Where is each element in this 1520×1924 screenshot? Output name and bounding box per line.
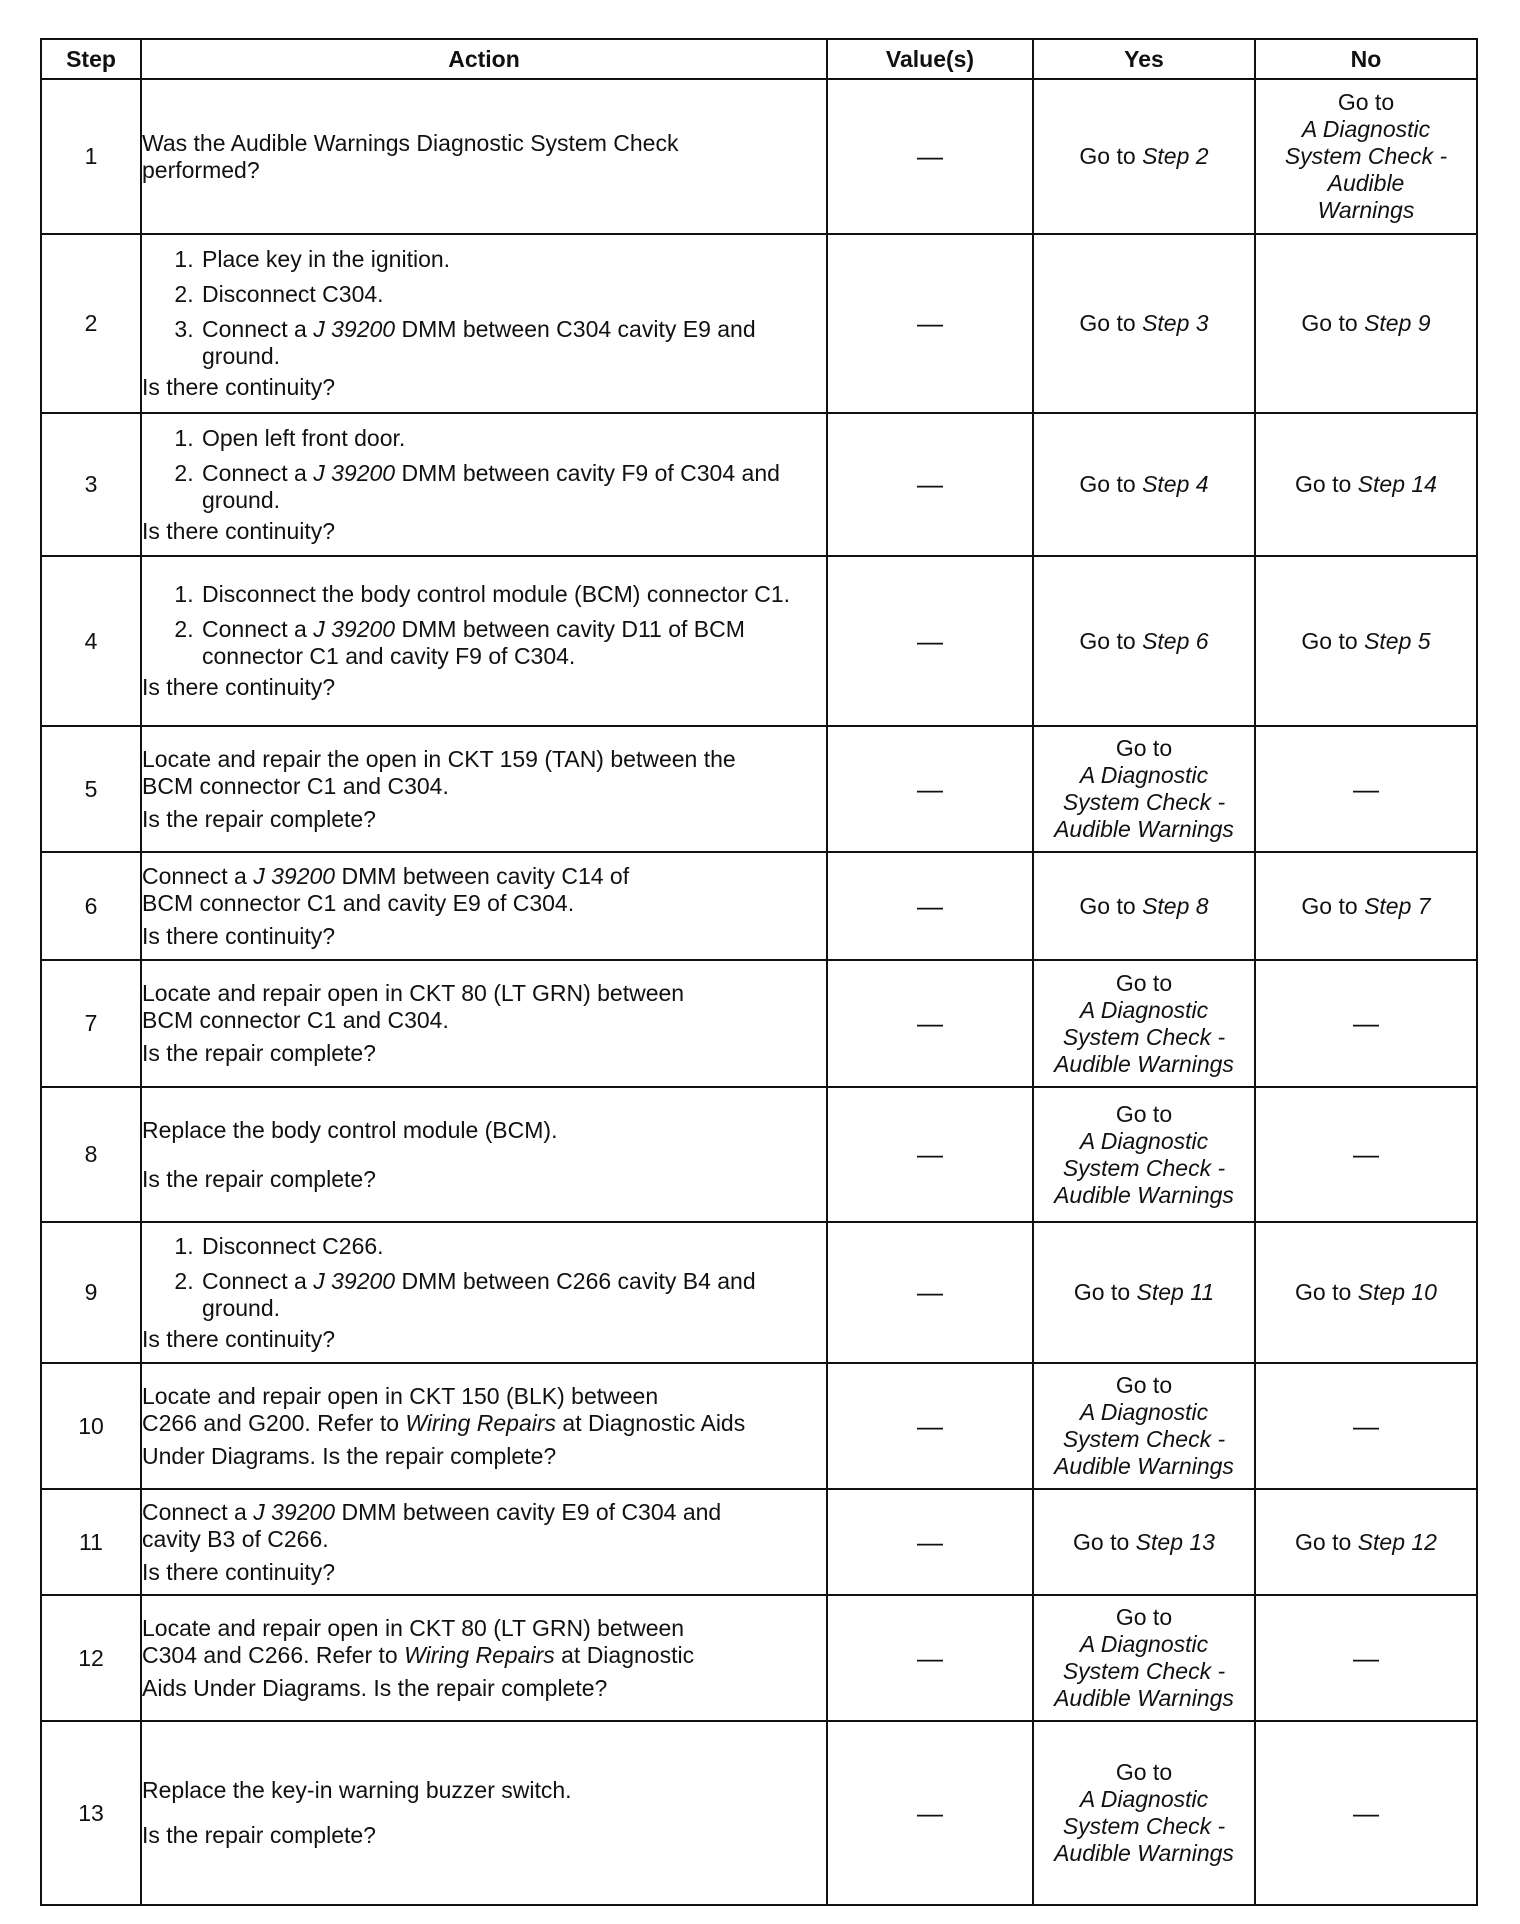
- action-item: 1. Place key in the ignition.: [200, 246, 826, 273]
- step-number: 12: [41, 1595, 141, 1721]
- yes-cell: Go to Step 13: [1033, 1489, 1255, 1595]
- yes-cell: Go to A Diagnostic System Check - Audible Warnings: [1033, 726, 1255, 852]
- action-question: Is there continuity?: [142, 674, 336, 700]
- no-cell: —: [1255, 1595, 1477, 1721]
- no-cell: Go to Step 12: [1255, 1489, 1477, 1595]
- yes-cell: [1033, 79, 1255, 234]
- header-values: Value(s): [827, 39, 1033, 79]
- no-cell: —: [1255, 960, 1477, 1087]
- step-number: 8: [41, 1087, 141, 1222]
- table-row: [41, 1721, 1477, 1905]
- action-list: [142, 1233, 826, 1322]
- action-cell: [141, 556, 827, 726]
- value-cell: —: [827, 1222, 1033, 1363]
- table-row: [41, 1489, 1477, 1595]
- action-question: Is there continuity?: [142, 1558, 336, 1585]
- yes-cell: Go to A Diagnostic System Check - Audible Warnings: [1033, 960, 1255, 1087]
- step-number: 11: [41, 1489, 141, 1595]
- diag-check-ref: A Diagnostic System Check - Audible Warnings: [1054, 1631, 1234, 1711]
- diag-check-ref: A Diagnostic System Check - Audible Warnings: [1054, 1399, 1234, 1479]
- action-item: 2. Connect a J 39200 DMM between cavity D11 of BCM connector C1 and cavity F9 of C304.: [200, 616, 826, 670]
- action-text: performed?: [142, 156, 260, 183]
- table-row: [41, 726, 1477, 852]
- table-row: [41, 852, 1477, 960]
- no-cell: —: [1255, 1087, 1477, 1222]
- diag-check-ref: A Diagnostic System Check - Audible Warnings: [1054, 762, 1234, 842]
- step-number: 1: [41, 79, 141, 234]
- action-item: 3. Connect a J 39200 DMM between C304 cavity E9 and ground.: [200, 316, 826, 370]
- action-question: Is the repair complete?: [142, 1040, 376, 1066]
- yes-cell: Go to Step 11: [1033, 1222, 1255, 1363]
- table-row: [41, 1363, 1477, 1489]
- value-cell: —: [827, 79, 1033, 234]
- action-item: 2. Disconnect C304.: [200, 281, 826, 308]
- value-cell: —: [827, 726, 1033, 852]
- value-cell: —: [827, 234, 1033, 413]
- no-cell: Go to Step 7: [1255, 852, 1477, 960]
- no-cell: Go to Step 9: [1255, 234, 1477, 413]
- value-cell: —: [827, 413, 1033, 556]
- value-cell: —: [827, 852, 1033, 960]
- table-row: [41, 413, 1477, 556]
- table-row: [41, 1595, 1477, 1721]
- table-row: [41, 1087, 1477, 1222]
- diagnostic-table-page: [40, 38, 1476, 1906]
- yes-cell: Go to A Diagnostic System Check - Audible Warnings: [1033, 1087, 1255, 1222]
- diag-check-ref: A Diagnostic System Check - Audible Warnings: [1054, 1786, 1234, 1866]
- goto-prefix: Go to: [1337, 89, 1395, 115]
- value-cell: —: [827, 1489, 1033, 1595]
- no-cell: Go to Step 5: [1255, 556, 1477, 726]
- action-cell: [141, 413, 827, 556]
- header-step: Step: [41, 39, 141, 79]
- header-no: No: [1255, 39, 1477, 79]
- step-number: 9: [41, 1222, 141, 1363]
- action-cell: Replace the body control module (BCM). Is the repair complete?: [141, 1087, 827, 1222]
- step-number: 10: [41, 1363, 141, 1489]
- action-cell: Locate and repair open in CKT 80 (LT GRN) between BCM connector C1 and C304. Is the repair complete?: [141, 960, 827, 1087]
- no-cell: [1255, 79, 1477, 234]
- action-cell: [141, 1222, 827, 1363]
- header-action: Action: [141, 39, 827, 79]
- header-yes: Yes: [1033, 39, 1255, 79]
- yes-cell: Go to A Diagnostic System Check - Audible Warnings: [1033, 1363, 1255, 1489]
- table-row: [41, 1222, 1477, 1363]
- action-question: Is there continuity?: [142, 517, 336, 544]
- action-cell: Connect a J 39200 DMM between cavity E9 of C304 and cavity B3 of C266. Is there continuity?: [141, 1489, 827, 1595]
- action-cell: Locate and repair open in CKT 150 (BLK) between C266 and G200. Refer to Wiring Repairs at Diagnostic Aids Under Diagrams. Is the repair complete?: [141, 1363, 827, 1489]
- action-list: [142, 246, 826, 370]
- step-number: 2: [41, 234, 141, 413]
- step-number: 7: [41, 960, 141, 1087]
- step-number: 5: [41, 726, 141, 852]
- no-cell: Go to Step 10: [1255, 1222, 1477, 1363]
- yes-cell: Go to A Diagnostic System Check - Audible Warnings: [1033, 1595, 1255, 1721]
- action-cell: Connect a J 39200 DMM between cavity C14 of BCM connector C1 and cavity E9 of C304. Is there continuity?: [141, 852, 827, 960]
- step-number: 4: [41, 556, 141, 726]
- diag-check-ref: A Diagnostic System Check - Audible Warnings: [1054, 996, 1234, 1077]
- table-row: [41, 960, 1477, 1087]
- action-item: 1. Disconnect the body control module (BCM) connector C1.: [200, 581, 826, 608]
- no-cell: Go to Step 14: [1255, 413, 1477, 556]
- action-cell: Replace the key-in warning buzzer switch. Is the repair complete?: [141, 1721, 827, 1905]
- action-item: 2. Connect a J 39200 DMM between cavity F9 of C304 and ground.: [200, 460, 826, 514]
- table-row: [41, 79, 1477, 234]
- step-number: 13: [41, 1721, 141, 1905]
- step-number: 6: [41, 852, 141, 960]
- yes-cell: Go to Step 6: [1033, 556, 1255, 726]
- no-cell: —: [1255, 1363, 1477, 1489]
- header-row: [41, 39, 1477, 79]
- action-question: Is the repair complete?: [142, 1822, 376, 1848]
- action-list: [142, 425, 826, 514]
- step-number: 3: [41, 413, 141, 556]
- value-cell: —: [827, 960, 1033, 1087]
- yes-cell: Go to Step 3: [1033, 234, 1255, 413]
- action-item: 2. Connect a J 39200 DMM between C266 cavity B4 and ground.: [200, 1268, 826, 1322]
- action-cell: [141, 234, 827, 413]
- action-question: Is the repair complete?: [142, 1165, 376, 1192]
- action-question: Is the repair complete?: [142, 805, 376, 832]
- action-text: Was the Audible Warnings Diagnostic System Check: [142, 129, 679, 156]
- action-list: [142, 581, 826, 670]
- table-row: [41, 234, 1477, 413]
- action-question: Is there continuity?: [142, 1325, 336, 1352]
- no-cell: —: [1255, 1721, 1477, 1905]
- yes-cell: Go to Step 8: [1033, 852, 1255, 960]
- yes-cell: Go to Step 4: [1033, 413, 1255, 556]
- action-item: 1. Disconnect C266.: [200, 1233, 826, 1260]
- action-question: Is there continuity?: [142, 374, 336, 400]
- action-cell: [141, 79, 827, 234]
- diagnostic-table: [40, 38, 1478, 1906]
- action-cell: Locate and repair the open in CKT 159 (TAN) between the BCM connector C1 and C304. Is the repair complete?: [141, 726, 827, 852]
- diag-check-ref: A Diagnostic System Check - Audible Warnings: [1284, 116, 1448, 223]
- diag-check-ref: A Diagnostic System Check - Audible Warnings: [1054, 1127, 1234, 1208]
- yes-cell: Go to A Diagnostic System Check - Audible Warnings: [1033, 1721, 1255, 1905]
- action-cell: Locate and repair open in CKT 80 (LT GRN) between C304 and C266. Refer to Wiring Repairs at Diagnostic Aids Under Diagrams. Is the repair complete?: [141, 1595, 827, 1721]
- goto-prefix: Go to: [1079, 143, 1136, 169]
- value-cell: —: [827, 556, 1033, 726]
- table-row: [41, 556, 1477, 726]
- value-cell: —: [827, 1721, 1033, 1905]
- no-cell: —: [1255, 726, 1477, 852]
- value-cell: —: [827, 1595, 1033, 1721]
- action-item: 1. Open left front door.: [200, 425, 826, 452]
- value-cell: —: [827, 1087, 1033, 1222]
- action-question: Is there continuity?: [142, 922, 336, 949]
- value-cell: —: [827, 1363, 1033, 1489]
- step-ref: Step 2: [1142, 143, 1209, 169]
